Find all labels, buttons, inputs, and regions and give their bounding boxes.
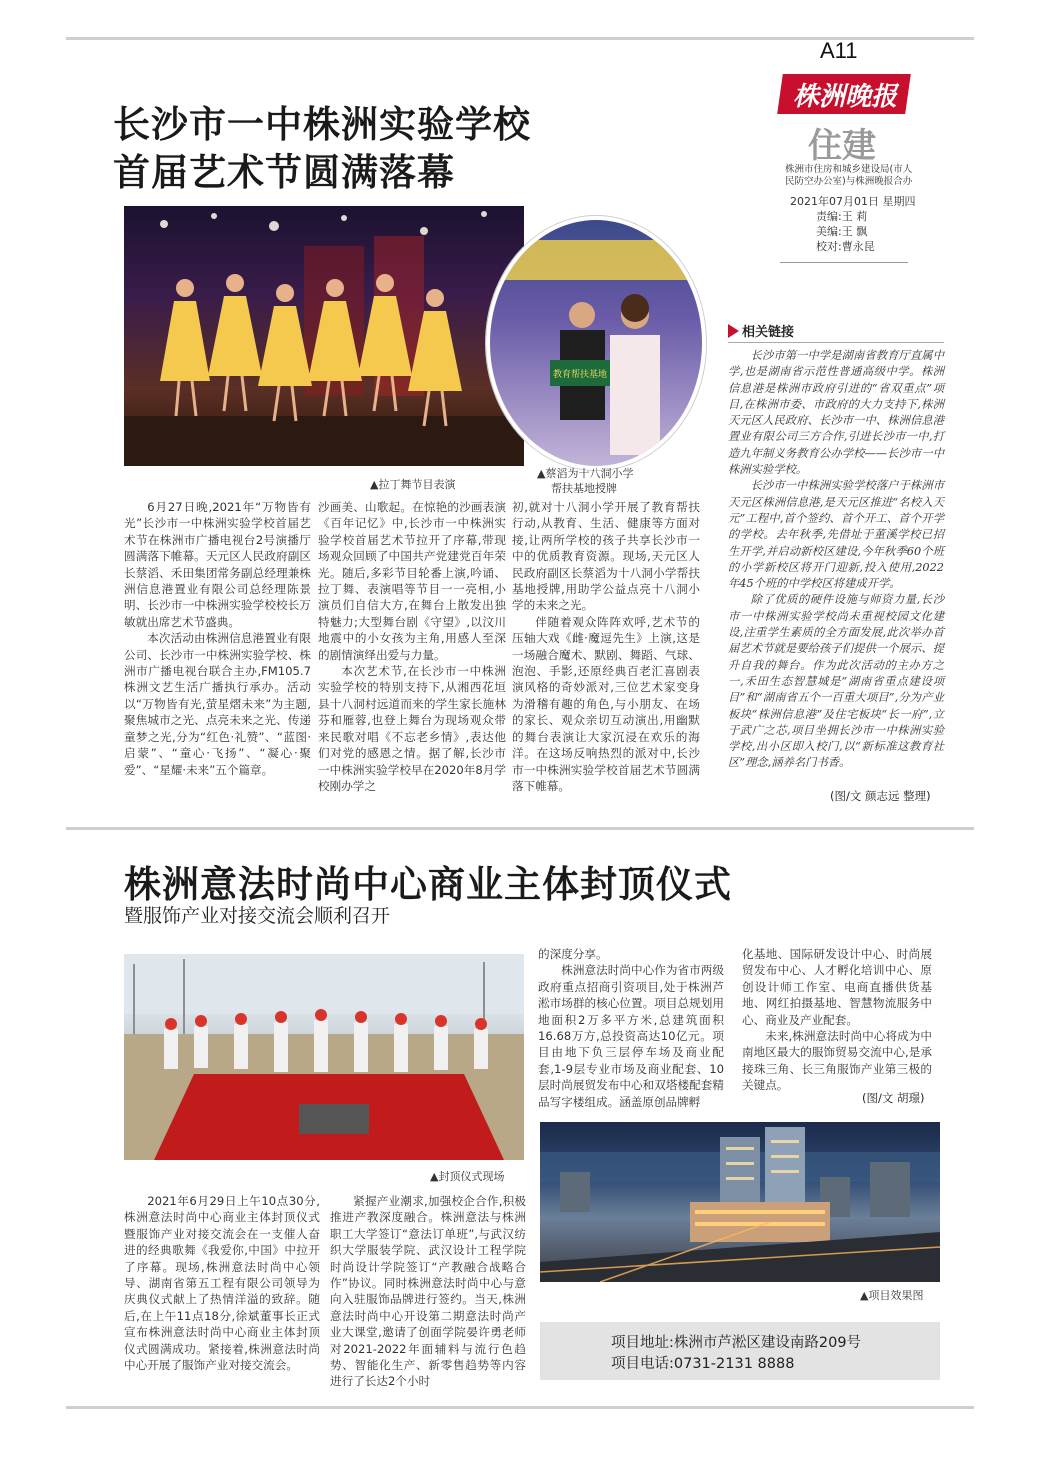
paragraph: 株洲意法时尚中心作为省市两级政府重点招商引资项目,处于株洲芦淞市场群的核心位置。项目总规划用地面积2万多平方米,总建筑面积16.68万方,总投资高达10亿元。项目由地下负三层停车场及商业配套,1-9层专业市场及商业配套、10层时尚展贸发布中心和双塔楼配套精品写字楼组成。涵盖原创品牌孵 bbox=[538, 963, 724, 1109]
proofreader: 校对:曹永昆 bbox=[816, 240, 875, 253]
article2-title: 株洲意法时尚中心商业主体封顶仪式 bbox=[124, 863, 732, 906]
article1-title-line1: 长沙市一中株洲实验学校 bbox=[113, 103, 531, 146]
article1-col1 bbox=[124, 499, 311, 778]
article1-col3 bbox=[512, 499, 700, 794]
paragraph: 本次活动由株洲信息港置业有限公司、长沙市一中株洲实验学校、株洲市广播电视台联合主办,FM105.7株洲文艺生活广播执行承办。活动以“万物皆有光,萤星熠未来”为主题,聚焦城市之光、点亮未来之光、传递童梦之光,分为“红色·礼赞”、“蓝图·启蒙”、“童心·飞扬”、“凝心·聚爱”、“星耀·未来”五个篇章。 bbox=[124, 631, 311, 777]
section-title: 住建 bbox=[808, 126, 876, 166]
paragraph: 本次艺术节,在长沙市一中株洲实验学校的特别支持下,从湘西花垣县十八洞村远道而来的学生家长施林芬和雁蓉,也登上舞台为现场观众带来民歌对唱《不忘老乡情》,表达他们对党的感恩之情。据了解,长沙市一中株洲实验学校早在2020年8月学校刚办学之 bbox=[318, 664, 506, 793]
paragraph: 长沙市第一中学是湖南省教育厅直属中学,也是湖南省示范性普通高级中学。株洲信息港是株洲市政府引进的“省双重点”项目,在株洲市委、市政府的大力支持下,株洲天元区人民政府、长沙市一中、株洲信息港置业有限公司三方合作,引进长沙市一中,打造九年制义务教育公办学校——长沙市一中株洲实验学校。 bbox=[728, 349, 944, 477]
page-number: A11 bbox=[820, 38, 858, 63]
article2-subtitle: 暨服饰产业对接交流会顺利召开 bbox=[124, 905, 391, 927]
award-photo-caption-1: ▲蔡滔为十八洞小学 bbox=[537, 467, 634, 480]
paragraph: 未来,株洲意法时尚中心将成为中南地区最大的服饰贸易交流中心,是承接珠三角、长三角服饰产业第三极的关键点。 bbox=[742, 1029, 932, 1093]
section-desc: 株洲市住房和城乡建设局(市人民防空办公室)与株洲晚报合办 bbox=[785, 164, 913, 187]
project-address: 项目地址:株洲市芦淞区建设南路209号 bbox=[611, 1335, 862, 1351]
paragraph: 2021年6月29日上午10点30分,株洲意法时尚中心商业主体封顶仪式暨服饰产业对接交流会在一支催人奋进的经典歌舞《我爱你,中国》中拉开了序幕。现场,株洲意法时尚中心领导、湖南省第五工程有限公司领导为庆典仪式献上了热情洋溢的致辞。随后,在上午11点18分,徐斌董事长正式宣布株洲意法时尚中心商业主体封顶仪式圆满成功。紧接着,株洲意法时尚中心开展了服饰产业对接交流会。 bbox=[124, 1194, 320, 1373]
article1-title-line2: 首届艺术节圆满落幕 bbox=[113, 151, 455, 194]
ceremony-photo-caption: ▲封顶仪式现场 bbox=[430, 1170, 505, 1183]
article1-col2 bbox=[318, 499, 506, 794]
paragraph: 除了优质的硬件设施与师资力量,长沙市一中株洲实验学校尚未重视校园文化建设,注重学生素质的全方面发展,此次举办首届艺术节就是要给孩子们提供一个展示、提升自我的舞台。作为此次活动的主办方之一,禾田生态智慧城是“湖南省重点建设项目”和“湖南省五个一百重大项目”,分为产业板块“株洲信息港”及住宅板块“长一府”,立于武广之芯,项目坐拥长沙市一中株洲实验学校,出小区即入校门,以“新标准这教育社区”理念,涵养名门书香。 bbox=[728, 593, 944, 770]
paragraph: 伴随着观众阵阵欢呼,艺术节的压轴大戏《雌·魔逗先生》上演,这是一场融合魔术、默剧、舞蹈、气球、泡泡、手影,还原经典百老汇喜剧表演风格的奇妙派对,三位艺术家变身为滑稽有趣的角色,与小朋友、在场的家长、观众亲切互动演出,用幽默的舞台表演让大家沉浸在欢乐的海洋。在这场反响热烈的派对中,长沙市一中株洲实验学校首届艺术节圆满落下帷幕。 bbox=[512, 614, 700, 793]
section-separator bbox=[66, 827, 974, 830]
sidebar-marker bbox=[728, 324, 739, 338]
article2-col-bot2 bbox=[330, 1193, 526, 1390]
paragraph: 紧握产业潮求,加强校企合作,积极推进产教深度融合。株洲意法与株洲职工大学签订“意法订单班”,与武汉纺织大学服装学院、武汉设计工程学院时尚设计学院签订“产教融合战略合作”协议。同时株洲意法时尚中心与意向入驻服饰品牌进行签约。当天,株洲意法时尚中心开设第二期意法时尚产业大课堂,邀请了创面学院晏许勇老师对2021-2022年面辅料与流行色趋势、智能化生产、新零售趋势等内容进行了长达2个小时 bbox=[330, 1194, 526, 1389]
rendering-photo-caption: ▲项目效果图 bbox=[860, 1289, 924, 1302]
article2-col-top1 bbox=[538, 946, 724, 1110]
sidebar-credit: (图/文 颜志远 整理) bbox=[830, 789, 931, 803]
article2-col-top2 bbox=[742, 946, 932, 1094]
paragraph: 的深度分享。 bbox=[538, 947, 608, 961]
bottom-rule bbox=[66, 1406, 974, 1409]
issue-date: 2021年07月01日 星期四 bbox=[790, 195, 916, 208]
sidebar-header-rule bbox=[728, 342, 944, 343]
paragraph: 6月27日晚,2021年“万物皆有光”长沙市一中株洲实验学校首届艺术节在株洲市广播电视台2号演播厅圆满落下帷幕。天元区人民政府副区长蔡滔、禾田集团常务副总经理兼株洲信息港置业有限公司总经理陈景明、长沙市一中株洲实验学校校长万敏就出席艺术节盛典。 bbox=[124, 500, 311, 629]
masthead-text: 株洲晚报 bbox=[792, 82, 897, 112]
project-rendering-photo bbox=[540, 1122, 940, 1282]
ceremony-photo bbox=[124, 954, 524, 1160]
paragraph: 沙画美、山歌起。在惊艳的沙画表演《百年记忆》中,长沙市一中株洲实验学校首届艺术节拉开了序幕,带现场观众回顾了中国共产党建党百年荣光。随后,多彩节目轮番上演,吟诵、拉丁舞、表演唱等节目一一亮相,小演员们自信大方,在舞台上散发出独特魅力;大型舞台剧《守望》,以汶川地震中的小女孩为主角,用感人至深的剧情演绎出爱与力量。 bbox=[318, 500, 506, 662]
editor: 责编:王 莉 bbox=[816, 210, 868, 223]
award-ceremony-photo bbox=[486, 216, 706, 470]
project-phone: 项目电话:0731-2131 8888 bbox=[611, 1356, 795, 1372]
masthead-rule bbox=[780, 262, 908, 263]
dance-stage-photo bbox=[124, 206, 524, 466]
sidebar-body bbox=[728, 348, 944, 772]
paragraph: 长沙市一中株洲实验学校落户于株洲市天元区株洲信息港,是天元区推进“名校入天元”工程中,首个签约、首个开工、首个开学的学校。去年秋季,先借址于董溪学校已招生开学,并启动新校区建设,今年秋季60个班的小学新校区将开门迎新,投入使用,2022年45个班的中学校区将建成开学。 bbox=[728, 479, 944, 591]
designer: 美编:王 飘 bbox=[816, 225, 868, 238]
paragraph: 化基地、国际研发设计中心、时尚展贸发布中心、人才孵化培训中心、原创设计师工作室、电商直播供货基地、网红拍摄基地、智慧物流服务中心、商业及产业配套。 bbox=[742, 947, 932, 1027]
paragraph: 初,就对十八洞小学开展了教育帮扶行动,从教育、生活、健康等方面对接,让两所学校的孩子共享长沙市一中的优质教育资源。现场,天元区人民政府副区长蔡滔为十八洞小学帮扶基地授牌,用助学公益点亮十八洞小学的未来之光。 bbox=[512, 500, 700, 613]
article2-credit: (图/文 胡璟) bbox=[862, 1091, 925, 1105]
dance-photo-caption: ▲拉丁舞节目表演 bbox=[370, 478, 456, 491]
award-board-text: 教育帮扶基地 bbox=[552, 370, 608, 380]
award-photo-caption-2: 帮扶基地授牌 bbox=[551, 482, 617, 495]
sidebar-header: 相关链接 bbox=[742, 325, 795, 340]
article2-col-bot1 bbox=[124, 1193, 320, 1373]
